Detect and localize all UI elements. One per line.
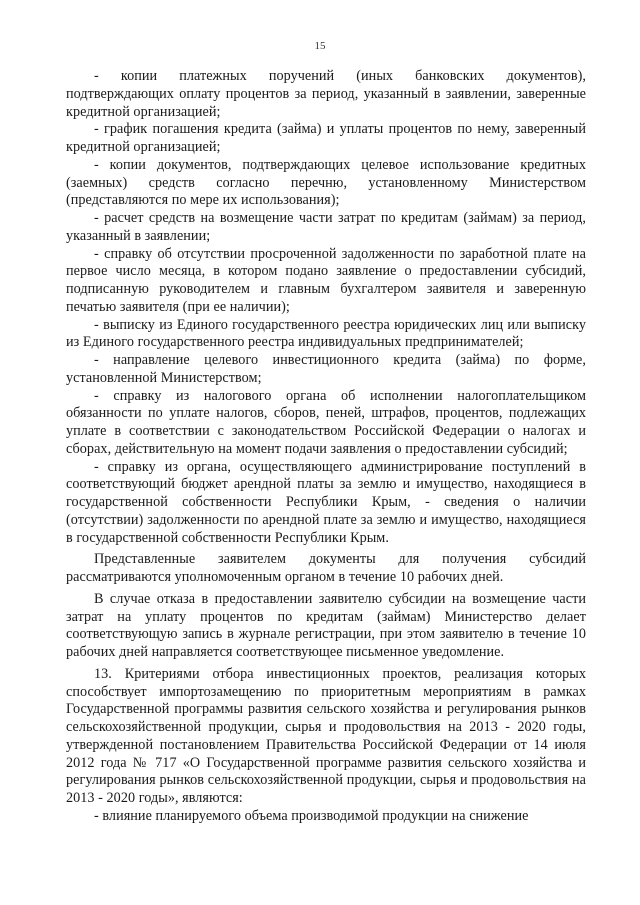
paragraph: - справку об отсутствии просроченной задолженности по заработной плате на первое число месяца, в котором подано заявление о предоставлении субсидий, подписанную руководителем и главным бухгалтером заявителя и заверенную печатью заявителя (при ее наличии); [66,245,586,315]
paragraph: - график погашения кредита (займа) и уплаты процентов по нему, заверенный кредитной организацией; [66,121,586,155]
paragraph: 13. Критериями отбора инвестиционных проектов, реализация которых способствует импортозамещению по приоритетным мероприятиям в рамках Государственной программы развития сельского хозяйства и регулирования рынков сельскохозяйственной продукции, сырья и продовольствия на 2013 - 2020 годы, утвержденной постановлением Правительства Российской Федерации от 14 июля 2012 года № 717 «О Государственной программе развития сельского хозяйства и регулирования рынков сельскохозяйственной продукции, сырья и продовольствия на 2013 - 2020 годы», являются: [66,665,586,806]
page-number: 15 [314,40,326,52]
paragraph: - копии платежных поручений (иных банковских документов), подтверждающих оплату процентов за период, указанный в заявлении, заверенные кредитной организацией; [66,68,586,120]
paragraph: - справку из органа, осуществляющего администрирование поступлений в соответствующий бюджет арендной платы за землю и имущество, находящиеся в государственной собственности Республики Крым, - сведения о наличии (отсутствии) задолженности по арендной плате за землю и имущество, находящиеся в государственной собственности Республики Крым. [66,458,586,546]
paragraph: - направление целевого инвестиционного кредита (займа) по форме, установленной Министерством; [66,352,586,386]
paragraph: - влияние планируемого объема производимой продукции на снижение [94,807,529,824]
document-body [66,68,586,826]
paragraph: В случае отказа в предоставлении заявителю субсидии на возмещение части затрат на уплату процентов по кредитам (займам) Министерство делает соответствующую запись в журнале регистрации, при этом заявителю в течение 10 рабочих дней направляется соответствующее письменное уведомление. [66,590,586,660]
paragraph: - справку из налогового органа об исполнении налогоплательщиком обязанности по уплате налогов, сборов, пеней, штрафов, процентов, подлежащих уплате в соответствии с законодательством Российской Федерации о налогах и сборах, действительную на момент подачи заявления о предоставлении субсидий; [66,387,586,457]
paragraph: - расчет средств на возмещение части затрат по кредитам (займам) за период, указанный в заявлении; [66,210,586,244]
paragraph: - выписку из Единого государственного реестра юридических лиц или выписку из Единого государственного реестра индивидуальных предпринимателей; [66,316,586,351]
paragraph: Представленные заявителем документы для получения субсидий рассматриваются уполномоченным органом в течение 10 рабочих дней. [66,551,586,585]
paragraph: - копии документов, подтверждающих целевое использование кредитных (заемных) средств согласно перечню, установленному Министерством (представляются по мере их использования); [66,156,586,209]
